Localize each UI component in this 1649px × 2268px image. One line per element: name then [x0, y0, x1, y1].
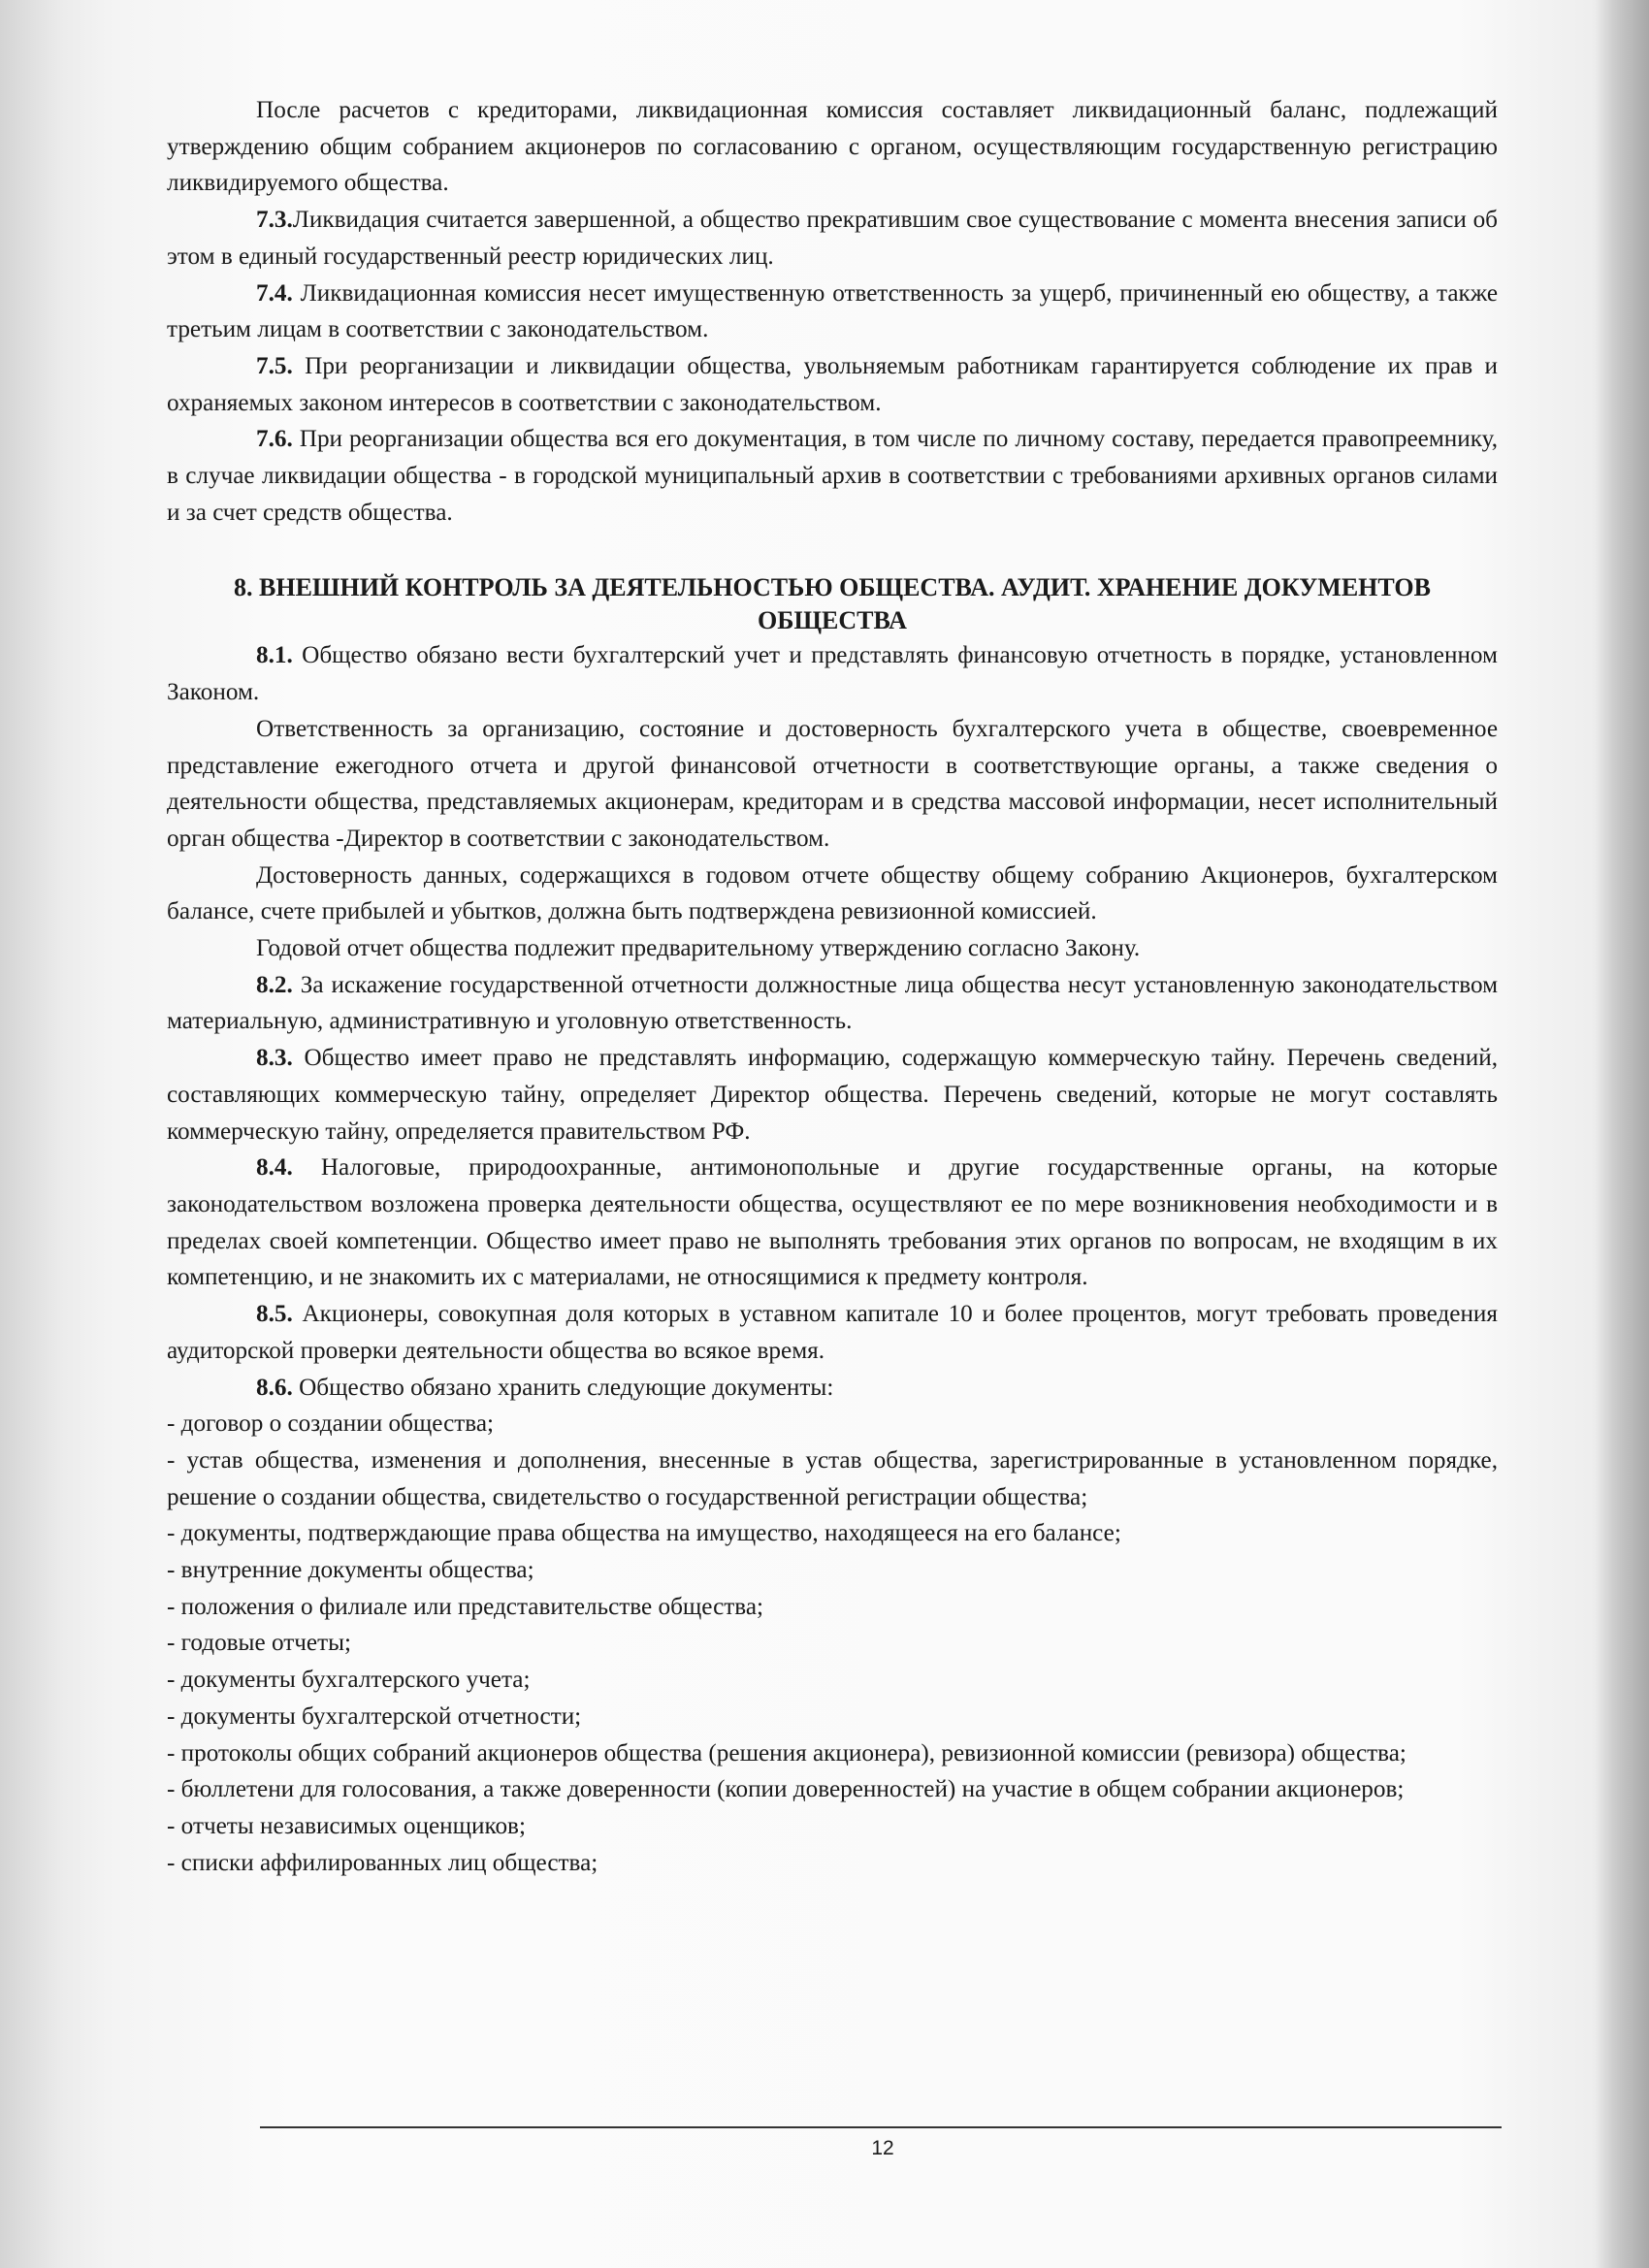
clause-number: 7.6. — [256, 426, 293, 453]
paragraph-reliability: Достоверность данных, содержащихся в годовом отчете обществу общему собранию Акционеров, бухгалтерском балансе, счете прибылей и убытков, должна быть подтверждена ревизионной комиссией. — [167, 861, 1498, 925]
list-item: - внутренние документы общества; — [167, 1557, 534, 1584]
section-8-heading: 8. ВНЕШНИЙ КОНТРОЛЬ ЗА ДЕЯТЕЛЬНОСТЬЮ ОБЩЕСТВА. АУДИТ. ХРАНЕНИЕ ДОКУМЕНТОВ ОБЩЕСТВА — [234, 573, 1431, 635]
clause-number: 8.1. — [256, 642, 293, 669]
clause-number: 8.2. — [256, 971, 293, 998]
clause-number: 8.5. — [256, 1301, 293, 1328]
list-item: - годовые отчеты; — [167, 1630, 351, 1657]
paragraph-8-1 — [167, 637, 1498, 710]
list-item: - документы бухгалтерского учета; — [167, 1667, 531, 1694]
clause-text: Налоговые, природоохранные, антимонопольные и другие государственные органы, на которые законодательством возложена проверка деятельности общества, осуществляют ее по мере возникновения необходимости и в пределах своей компетенции. Общество имеет право не выполнять требования этих органов по вопросам, не входящим в их компетенцию, и не знакомить их с материалами, не относящимися к предмету контроля. — [167, 1154, 1498, 1291]
clause-number: 7.3. — [256, 207, 293, 234]
list-item: - протоколы общих собраний акционеров общества (решения акционера), ревизионной комиссии (ревизора) общества; — [167, 1739, 1406, 1766]
paragraph-7-4 — [167, 275, 1498, 348]
list-item: - документы бухгалтерской отчетности; — [167, 1702, 582, 1730]
binding-shadow — [0, 0, 107, 2268]
paragraph-8-2 — [167, 967, 1498, 1040]
paragraph-responsibility: Ответственность за организацию, состояние и достоверность бухгалтерского учета в обществе, своевременное представление ежегодного отчета и другой финансовой отчетности в соответствующие органы, а также сведения о деятельности общества, представляемых акционерам, кредиторам и в средства массовой информации, несет исполнительный орган общества -Директор в соответствии с законодательством. — [167, 715, 1498, 852]
clause-number: 8.4. — [256, 1154, 293, 1182]
list-item: - списки аффилированных лиц общества; — [167, 1849, 598, 1876]
clause-text: Ликвидация считается завершенной, а общество прекратившим свое существование с момента внесения записи об этом в единый государственный реестр юридических лиц. — [167, 207, 1498, 270]
paragraph-8-5 — [167, 1296, 1498, 1369]
clause-text: Общество обязано хранить следующие документы: — [299, 1374, 834, 1401]
clause-text: Ликвидационная комиссия несет имущественную ответственность за ущерб, причиненный ею обществу, а также третьим лицам в соответствии с законодательством. — [167, 279, 1498, 343]
list-item: - документы, подтверждающие права общества на имущество, находящееся на его балансе; — [167, 1520, 1121, 1547]
documents-list — [167, 1406, 1498, 1881]
clause-text: За искажение государственной отчетности должностные лица общества несут установленную законодательством материальную, административную и уголовную ответственность. — [167, 971, 1499, 1035]
paragraph-liquidation-balance: После расчетов с кредиторами, ликвидационная комиссия составляет ликвидационный баланс, подлежащий утверждению общим собранием акционеров по согласованию с органом, осуществляющим государственную регистрацию ликвидируемого общества. — [167, 97, 1498, 197]
clause-text: Общество обязано вести бухгалтерский учет и представлять финансовую отчетность в порядке, установленном Законом. — [167, 642, 1498, 706]
clause-number: 8.6. — [256, 1374, 293, 1401]
clause-text: Акционеры, совокупная доля которых в уставном капитале 10 и более процентов, могут требовать проведения аудиторской проверки деятельности общества во всякое время. — [167, 1301, 1499, 1364]
page-number: 12 — [871, 2137, 894, 2159]
clause-text: Общество имеет право не представлять информацию, содержащую коммерческую тайну. Перечень сведений, составляющих коммерческую тайну, определяет Директор общества. Перечень сведений, которые не могут составлять коммерческую тайну, определяется правительством РФ. — [167, 1045, 1499, 1145]
clause-number: 7.5. — [256, 352, 293, 379]
clause-text: При реорганизации общества вся его документация, в том числе по личному составу, передается правопреемнику, в случае ликвидации общества - в городской муниципальный архив в соответствии с требованиями архивных органов силами и за счет средств общества. — [167, 426, 1499, 526]
list-item: - положения о филиале или представительстве общества; — [167, 1593, 764, 1620]
clause-text: При реорганизации и ликвидации общества, увольняемым работникам гарантируется соблюдение их прав и охраняемых законом интересов в соответствии с законодательством. — [167, 352, 1499, 416]
paragraph-8-6 — [167, 1370, 1498, 1407]
paragraph-7-3 — [167, 202, 1498, 275]
page-edge-shadow — [1596, 0, 1649, 2268]
footer-rule — [260, 2126, 1502, 2128]
list-item: - отчеты независимых оценщиков; — [167, 1812, 526, 1839]
clause-number: 8.3. — [256, 1045, 293, 1072]
paragraph-8-4 — [167, 1150, 1498, 1296]
list-item: - бюллетени для голосования, а также доверенности (копии доверенностей) на участие в общем собрании акционеров; — [167, 1776, 1405, 1803]
list-item: - устав общества, изменения и дополнения, внесенные в устав общества, зарегистрированные в установленном порядке, решение о создании общества, свидетельство о государственной регистрации общества; — [167, 1446, 1498, 1510]
clause-number: 7.4. — [256, 279, 293, 307]
page-body — [167, 92, 1498, 1881]
paragraph-8-3 — [167, 1040, 1498, 1150]
list-item: - договор о создании общества; — [167, 1410, 495, 1438]
paragraph-7-5 — [167, 348, 1498, 421]
paragraph-7-6 — [167, 421, 1498, 531]
paragraph-annual-report: Годовой отчет общества подлежит предварительному утверждению согласно Закону. — [256, 935, 1141, 962]
